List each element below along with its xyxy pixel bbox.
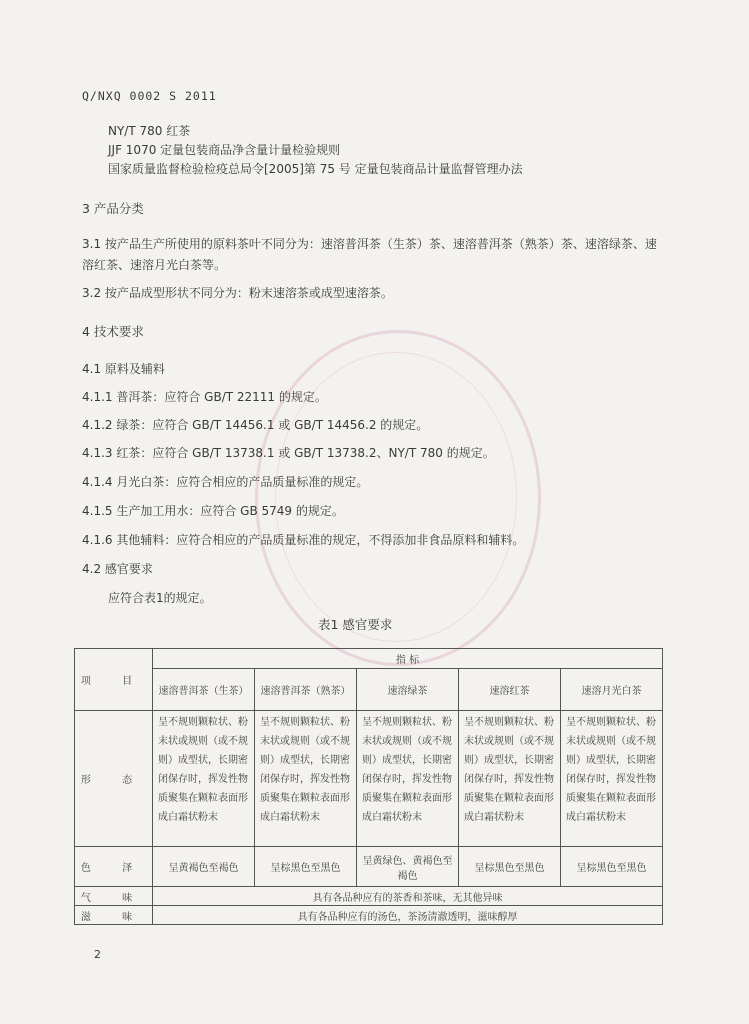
- row-label-shape: 形 态: [75, 711, 153, 847]
- shape-cell-moonlight-white: 呈不规则颗粒状、粉末状或规则（或不规则）成型状，长期密闭保存时，挥发性物质聚集在颗粒表面形成白霜状粉末: [561, 711, 663, 847]
- column-header-puer-raw: 速溶普洱茶（生茶）: [153, 669, 255, 711]
- section-3-1-text: 3.1 按产品生产所使用的原料茶叶不同分为：速溶普洱茶（生茶）茶、速溶普洱茶（熟茶）茶、速溶绿茶、速溶红茶、速溶月光白茶等。: [82, 237, 657, 272]
- section-4-1-6-text: 4.1.6 其他辅料：应符合相应的产品质量标准的规定，不得添加非食品原料和辅料。: [82, 533, 525, 547]
- section-3-2-text: 3.2 按产品成型形状不同分为：粉末速溶茶或成型速溶茶。: [82, 286, 393, 300]
- reference-ny-t-780: NY/T 780 红茶: [108, 124, 191, 138]
- item-header-cell: 项 目: [75, 649, 153, 711]
- color-cell-green-tea: 呈黄绿色、黄褐色至褐色: [357, 847, 459, 887]
- official-seal-outer: [255, 330, 541, 666]
- section-4-1-1-text: 4.1.1 普洱茶：应符合 GB/T 22111 的规定。: [82, 390, 327, 404]
- column-header-puer-ripe: 速溶普洱茶（熟茶）: [255, 669, 357, 711]
- shape-cell-green-tea: 呈不规则颗粒状、粉末状或规则（或不规则）成型状，长期密闭保存时，挥发性物质聚集在颗粒表面形成白霜状粉末: [357, 711, 459, 847]
- row-label-color: 色 泽: [75, 847, 153, 887]
- row-label-taste: 滋 味: [75, 906, 153, 925]
- section-4-heading: 4 技术要求: [82, 324, 144, 339]
- aroma-cell: 具有各品种应有的茶香和茶味，无其他异味: [153, 887, 663, 906]
- color-cell-moonlight-white: 呈棕黑色至黑色: [561, 847, 663, 887]
- shape-cell-puer-raw: 呈不规则颗粒状、粉末状或规则（或不规则）成型状，长期密闭保存时，挥发性物质聚集在颗粒表面形成白霜状粉末: [153, 711, 255, 847]
- section-4-2-body: 应符合表1的规定。: [108, 591, 212, 605]
- section-3-heading: 3 产品分类: [82, 201, 144, 216]
- color-cell-puer-raw: 呈黄褐色至褐色: [153, 847, 255, 887]
- table-caption: 表1 感官要求: [318, 617, 393, 632]
- reference-aqsiq-order-75: 国家质量监督检验检疫总局令[2005]第 75 号 定量包装商品计量监督管理办法: [108, 162, 523, 176]
- reference-jjf-1070: JJF 1070 定量包装商品净含量计量检验规则: [108, 143, 341, 157]
- column-header-moonlight-white: 速溶月光白茶: [561, 669, 663, 711]
- shape-cell-puer-ripe: 呈不规则颗粒状、粉末状或规则（或不规则）成型状，长期密闭保存时，挥发性物质聚集在颗粒表面形成白霜状粉末: [255, 711, 357, 847]
- index-header-cell: 指 标: [153, 649, 663, 669]
- document-code: Q/NXQ 0002 S 2011: [82, 89, 217, 103]
- row-label-aroma: 气 味: [75, 887, 153, 906]
- section-4-2-heading: 4.2 感官要求: [82, 562, 153, 576]
- color-cell-black-tea: 呈棕黑色至黑色: [459, 847, 561, 887]
- color-cell-puer-ripe: 呈棕黑色至黑色: [255, 847, 357, 887]
- section-4-1-4-text: 4.1.4 月光白茶：应符合相应的产品质量标准的规定。: [82, 475, 369, 489]
- shape-cell-black-tea: 呈不规则颗粒状、粉末状或规则（或不规则）成型状，长期密闭保存时，挥发性物质聚集在颗粒表面形成白霜状粉末: [459, 711, 561, 847]
- section-4-1-5-text: 4.1.5 生产加工用水：应符合 GB 5749 的规定。: [82, 504, 344, 518]
- column-header-green-tea: 速溶绿茶: [357, 669, 459, 711]
- section-4-1-3-text: 4.1.3 红茶：应符合 GB/T 13738.1 或 GB/T 13738.2、NY/T 780 的规定。: [82, 446, 495, 460]
- sensory-requirements-table: [74, 648, 663, 925]
- page-number: 2: [94, 948, 101, 961]
- taste-cell: 具有各品种应有的汤色，茶汤清澈透明，滋味醇厚: [153, 906, 663, 925]
- section-4-1-heading: 4.1 原料及辅料: [82, 362, 165, 376]
- section-4-1-2-text: 4.1.2 绿茶：应符合 GB/T 14456.1 或 GB/T 14456.2 的规定。: [82, 418, 429, 432]
- column-header-black-tea: 速溶红茶: [459, 669, 561, 711]
